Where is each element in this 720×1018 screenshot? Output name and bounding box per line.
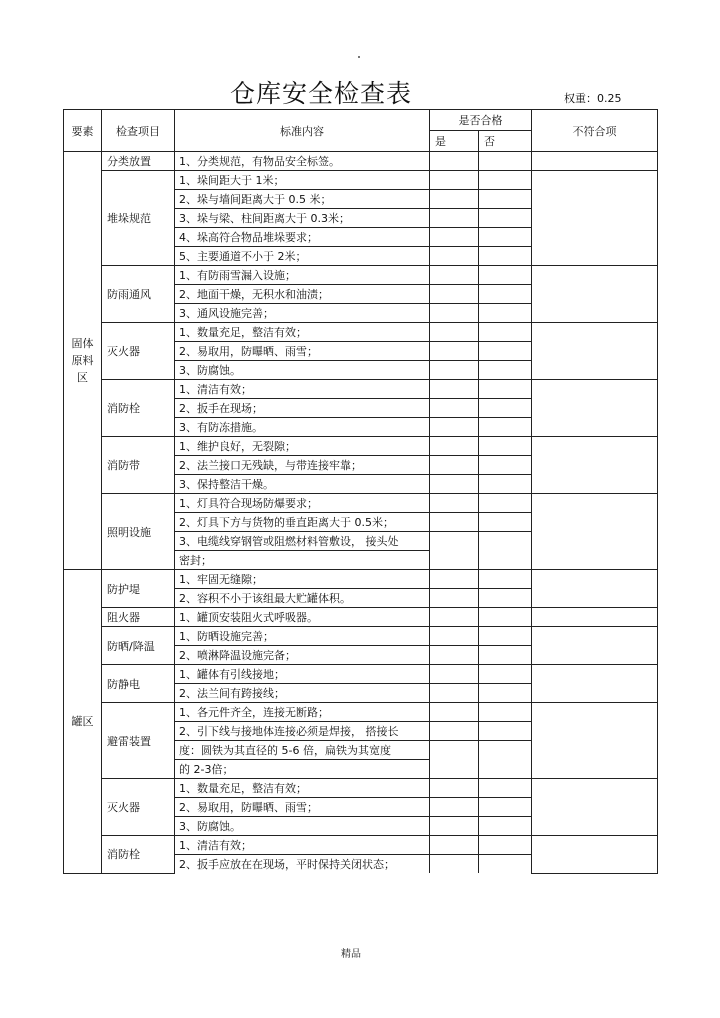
yes-cell[interactable]: [430, 456, 479, 475]
yes-cell[interactable]: [430, 703, 479, 722]
no-cell[interactable]: [479, 513, 532, 532]
table-row: [64, 494, 658, 513]
yes-cell[interactable]: [430, 304, 479, 323]
nonconform-cell[interactable]: [532, 380, 658, 437]
header-no: 否: [479, 131, 532, 152]
header-pass: 是否合格: [430, 110, 532, 131]
standard-line: 2、地面干燥，无积水和油渍；: [175, 285, 430, 304]
stray-dot: [358, 56, 360, 58]
zone-label: 罐区: [71, 714, 94, 728]
standard-line: 1、数量充足，整洁有效；: [175, 323, 430, 342]
standard-line: 2、容积不小于该组最大贮罐体积。: [175, 589, 430, 608]
no-cell[interactable]: [479, 855, 532, 874]
standard-line: 2、垛与墙间距离大于 0.5 米；: [175, 190, 430, 209]
standard-line: 1、维护良好，无裂隙；: [175, 437, 430, 456]
yes-cell[interactable]: [430, 646, 479, 665]
check-item: 堆垛规范: [102, 171, 175, 266]
standard-line: 5、主要通道不小于 2米；: [175, 247, 430, 266]
yes-cell[interactable]: [430, 342, 479, 361]
yes-cell[interactable]: [430, 779, 479, 798]
yes-cell[interactable]: [430, 190, 479, 209]
standard-line: 1、垛间距大于 1米；: [175, 171, 430, 190]
standard-line: 1、有防雨雪漏入设施；: [175, 266, 430, 285]
inspection-table: [63, 109, 658, 874]
header-item: 检查项目: [102, 110, 175, 152]
no-cell[interactable]: [479, 190, 532, 209]
table-row: [64, 665, 658, 684]
no-cell[interactable]: [479, 722, 532, 741]
table-row: [64, 152, 658, 171]
standard-line: 1、牢固无缝隙；: [175, 570, 430, 589]
zone-label: 固体原料区: [71, 337, 94, 384]
nonconform-cell[interactable]: [532, 437, 658, 494]
nonconform-cell[interactable]: [532, 570, 658, 608]
standard-line: 1、数量充足，整洁有效；: [175, 779, 430, 798]
weight-label: 权重：0.25: [564, 92, 622, 105]
standard-line: 3、保持整洁干燥。: [175, 475, 430, 494]
no-cell[interactable]: [479, 228, 532, 247]
nonconform-cell[interactable]: [532, 494, 658, 570]
table-row: [64, 779, 658, 798]
no-cell[interactable]: [479, 646, 532, 665]
no-cell[interactable]: [479, 171, 532, 190]
yes-cell[interactable]: [430, 152, 479, 171]
yes-cell[interactable]: [430, 532, 479, 570]
no-cell[interactable]: [479, 247, 532, 266]
standard-line: 3、防腐蚀。: [175, 817, 430, 836]
no-cell[interactable]: [479, 304, 532, 323]
check-item: 阻火器: [102, 608, 175, 627]
no-cell[interactable]: [479, 342, 532, 361]
yes-cell[interactable]: [430, 228, 479, 247]
header-row-1: [64, 110, 658, 131]
header-standard: 标准内容: [175, 110, 430, 152]
standard-line: 3、电缆线穿钢管或阻燃材料管敷设， 接头处: [175, 532, 430, 551]
table-row: [64, 570, 658, 589]
nonconform-cell[interactable]: [532, 171, 658, 266]
standard-line: 3、防腐蚀。: [175, 361, 430, 380]
nonconform-cell[interactable]: [532, 266, 658, 323]
no-cell[interactable]: [479, 209, 532, 228]
footer-text: 精品: [341, 949, 361, 960]
standard-line: 1、罐体有引线接地；: [175, 665, 430, 684]
check-item: 防静电: [102, 665, 175, 703]
yes-cell[interactable]: [430, 741, 479, 779]
no-cell[interactable]: [479, 589, 532, 608]
table-row: [64, 608, 658, 627]
standard-line: 2、扳手在现场；: [175, 399, 430, 418]
no-cell[interactable]: [479, 779, 532, 798]
standard-line: 3、垛与梁、柱间距离大于 0.3米；: [175, 209, 430, 228]
yes-cell[interactable]: [430, 247, 479, 266]
yes-cell[interactable]: [430, 266, 479, 285]
nonconform-cell[interactable]: [532, 627, 658, 665]
table-row: [64, 266, 658, 285]
yes-cell[interactable]: [430, 475, 479, 494]
yes-cell[interactable]: [430, 570, 479, 589]
standard-line: 2、喷淋降温设施完备；: [175, 646, 430, 665]
no-cell[interactable]: [479, 323, 532, 342]
table-row: [64, 323, 658, 342]
header-factor: 要素: [64, 110, 102, 152]
nonconform-cell[interactable]: [532, 836, 658, 874]
zone-cell: [64, 570, 102, 874]
yes-cell[interactable]: [430, 627, 479, 646]
no-cell[interactable]: [479, 817, 532, 836]
yes-cell[interactable]: [430, 209, 479, 228]
standard-line: 1、分类规范，有物品安全标签。: [175, 152, 430, 171]
nonconform-cell[interactable]: [532, 665, 658, 703]
standard-line: 1、罐顶安装阻火式呼吸器。: [175, 608, 430, 627]
no-cell[interactable]: [479, 494, 532, 513]
no-cell[interactable]: [479, 836, 532, 855]
check-item: 消防栓: [102, 836, 175, 874]
yes-cell[interactable]: [430, 361, 479, 380]
check-item: 防护堤: [102, 570, 175, 608]
yes-cell[interactable]: [430, 836, 479, 855]
yes-cell[interactable]: [430, 665, 479, 684]
no-cell[interactable]: [479, 684, 532, 703]
no-cell[interactable]: [479, 475, 532, 494]
check-item: 消防带: [102, 437, 175, 494]
nonconform-cell[interactable]: [532, 152, 658, 171]
no-cell[interactable]: [479, 361, 532, 380]
no-cell[interactable]: [479, 266, 532, 285]
standard-line: 2、引下线与接地体连接必须是焊接， 搭接长: [175, 722, 430, 741]
check-item: 防晒/降温: [102, 627, 175, 665]
yes-cell[interactable]: [430, 380, 479, 399]
yes-cell[interactable]: [430, 817, 479, 836]
yes-cell[interactable]: [430, 513, 479, 532]
yes-cell[interactable]: [430, 722, 479, 741]
yes-cell[interactable]: [430, 684, 479, 703]
nonconform-cell[interactable]: [532, 323, 658, 380]
no-cell[interactable]: [479, 627, 532, 646]
yes-cell[interactable]: [430, 399, 479, 418]
nonconform-cell[interactable]: [532, 703, 658, 779]
standard-line: 2、易取用，防曝晒、雨雪；: [175, 798, 430, 817]
yes-cell[interactable]: [430, 798, 479, 817]
standard-line: 2、法兰接口无残缺，与带连接牢靠；: [175, 456, 430, 475]
standard-line: 2、易取用，防曝晒、雨雪；: [175, 342, 430, 361]
table-row: [64, 380, 658, 399]
check-item: 避雷装置: [102, 703, 175, 779]
standard-line: 1、防晒设施完善；: [175, 627, 430, 646]
no-cell[interactable]: [479, 380, 532, 399]
check-item: 消防栓: [102, 380, 175, 437]
yes-cell[interactable]: [430, 418, 479, 437]
page-title: 仓库安全检查表: [230, 79, 413, 108]
standard-line: 的 2-3倍；: [175, 760, 430, 779]
check-item: 灭火器: [102, 779, 175, 836]
standard-line: 2、灯具下方与货物的垂直距离大于 0.5米；: [175, 513, 430, 532]
yes-cell[interactable]: [430, 171, 479, 190]
yes-cell[interactable]: [430, 494, 479, 513]
standard-line: 3、有防冻措施。: [175, 418, 430, 437]
yes-cell[interactable]: [430, 855, 479, 874]
standard-line: 1、各元件齐全，连接无断路；: [175, 703, 430, 722]
table-row: [64, 171, 658, 190]
table-row: [64, 836, 658, 855]
check-item: 防雨通风: [102, 266, 175, 323]
no-cell[interactable]: [479, 152, 532, 171]
yes-cell[interactable]: [430, 589, 479, 608]
nonconform-cell[interactable]: [532, 608, 658, 627]
yes-cell[interactable]: [430, 285, 479, 304]
table-row: [64, 627, 658, 646]
no-cell[interactable]: [479, 285, 532, 304]
no-cell[interactable]: [479, 570, 532, 589]
header-yes: 是: [430, 131, 479, 152]
check-item: 分类放置: [102, 152, 175, 171]
standard-line: 4、垛高符合物品堆垛要求；: [175, 228, 430, 247]
zone-cell: [64, 152, 102, 570]
standard-line: 1、清洁有效；: [175, 836, 430, 855]
standard-line: 2、法兰间有跨接线；: [175, 684, 430, 703]
nonconform-cell[interactable]: [532, 779, 658, 836]
yes-cell[interactable]: [430, 437, 479, 456]
no-cell[interactable]: [479, 703, 532, 722]
yes-cell[interactable]: [430, 608, 479, 627]
yes-cell[interactable]: [430, 323, 479, 342]
standard-line: 1、清洁有效；: [175, 380, 430, 399]
no-cell[interactable]: [479, 798, 532, 817]
no-cell[interactable]: [479, 437, 532, 456]
check-item: 照明设施: [102, 494, 175, 570]
no-cell[interactable]: [479, 532, 532, 570]
standard-line: 2、扳手应放在在现场，平时保持关闭状态；: [175, 855, 430, 874]
no-cell[interactable]: [479, 418, 532, 437]
no-cell[interactable]: [479, 399, 532, 418]
table-row: [64, 703, 658, 722]
standard-line: 1、灯具符合现场防爆要求；: [175, 494, 430, 513]
standard-line: 3、通风设施完善；: [175, 304, 430, 323]
no-cell[interactable]: [479, 665, 532, 684]
standard-line: 密封；: [175, 551, 430, 570]
check-item: 灭火器: [102, 323, 175, 380]
table-row: [64, 437, 658, 456]
no-cell[interactable]: [479, 741, 532, 779]
no-cell[interactable]: [479, 608, 532, 627]
header-nonconform: 不符合项: [532, 110, 658, 152]
no-cell[interactable]: [479, 456, 532, 475]
standard-line: 度：圆铁为其直径的 5-6 倍，扁铁为其宽度: [175, 741, 430, 760]
